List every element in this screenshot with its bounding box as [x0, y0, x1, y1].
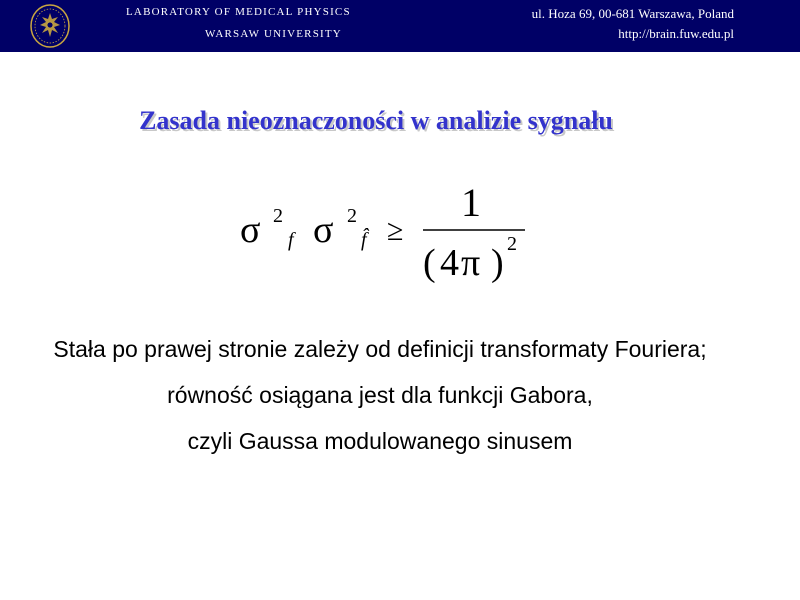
address: ul. Hoza 69, 00-681 Warszawa, Poland — [531, 6, 734, 21]
exponent: 2 — [347, 205, 357, 227]
sigma-symbol: σ — [313, 209, 334, 251]
numerator: 1 — [461, 180, 481, 225]
relation-symbol: ≥ — [387, 214, 404, 247]
sigma-symbol: σ — [240, 209, 261, 251]
university-seal-icon — [29, 3, 71, 49]
pi-symbol: π — [461, 242, 481, 284]
subscript-f: f — [288, 229, 294, 251]
paren-open: ( — [423, 242, 436, 284]
subscript-f-hat: f̂ — [361, 229, 367, 251]
uncertainty-formula — [235, 180, 535, 290]
university-name: WARSAW UNIVERSITY — [205, 28, 342, 40]
denominator-exponent: 2 — [507, 233, 517, 255]
text-line-definition: Stała po prawej stronie zależy od definicji transformaty Fouriera; — [53, 336, 707, 362]
slide-title: Zasada nieoznaczoności w analizie sygnału — [139, 106, 613, 135]
paren-close: ) — [491, 242, 504, 284]
lab-name: LABORATORY OF MEDICAL PHYSICS — [126, 6, 351, 18]
website-url[interactable]: http://brain.fuw.edu.pl — [618, 26, 734, 41]
header-banner — [0, 0, 800, 52]
denominator-4: 4 — [440, 242, 459, 284]
text-line-gauss: czyli Gaussa modulowanego sinusem — [187, 428, 573, 454]
text-line-gabor: równość osiągana jest dla funkcji Gabora, — [167, 382, 593, 408]
exponent: 2 — [273, 205, 283, 227]
